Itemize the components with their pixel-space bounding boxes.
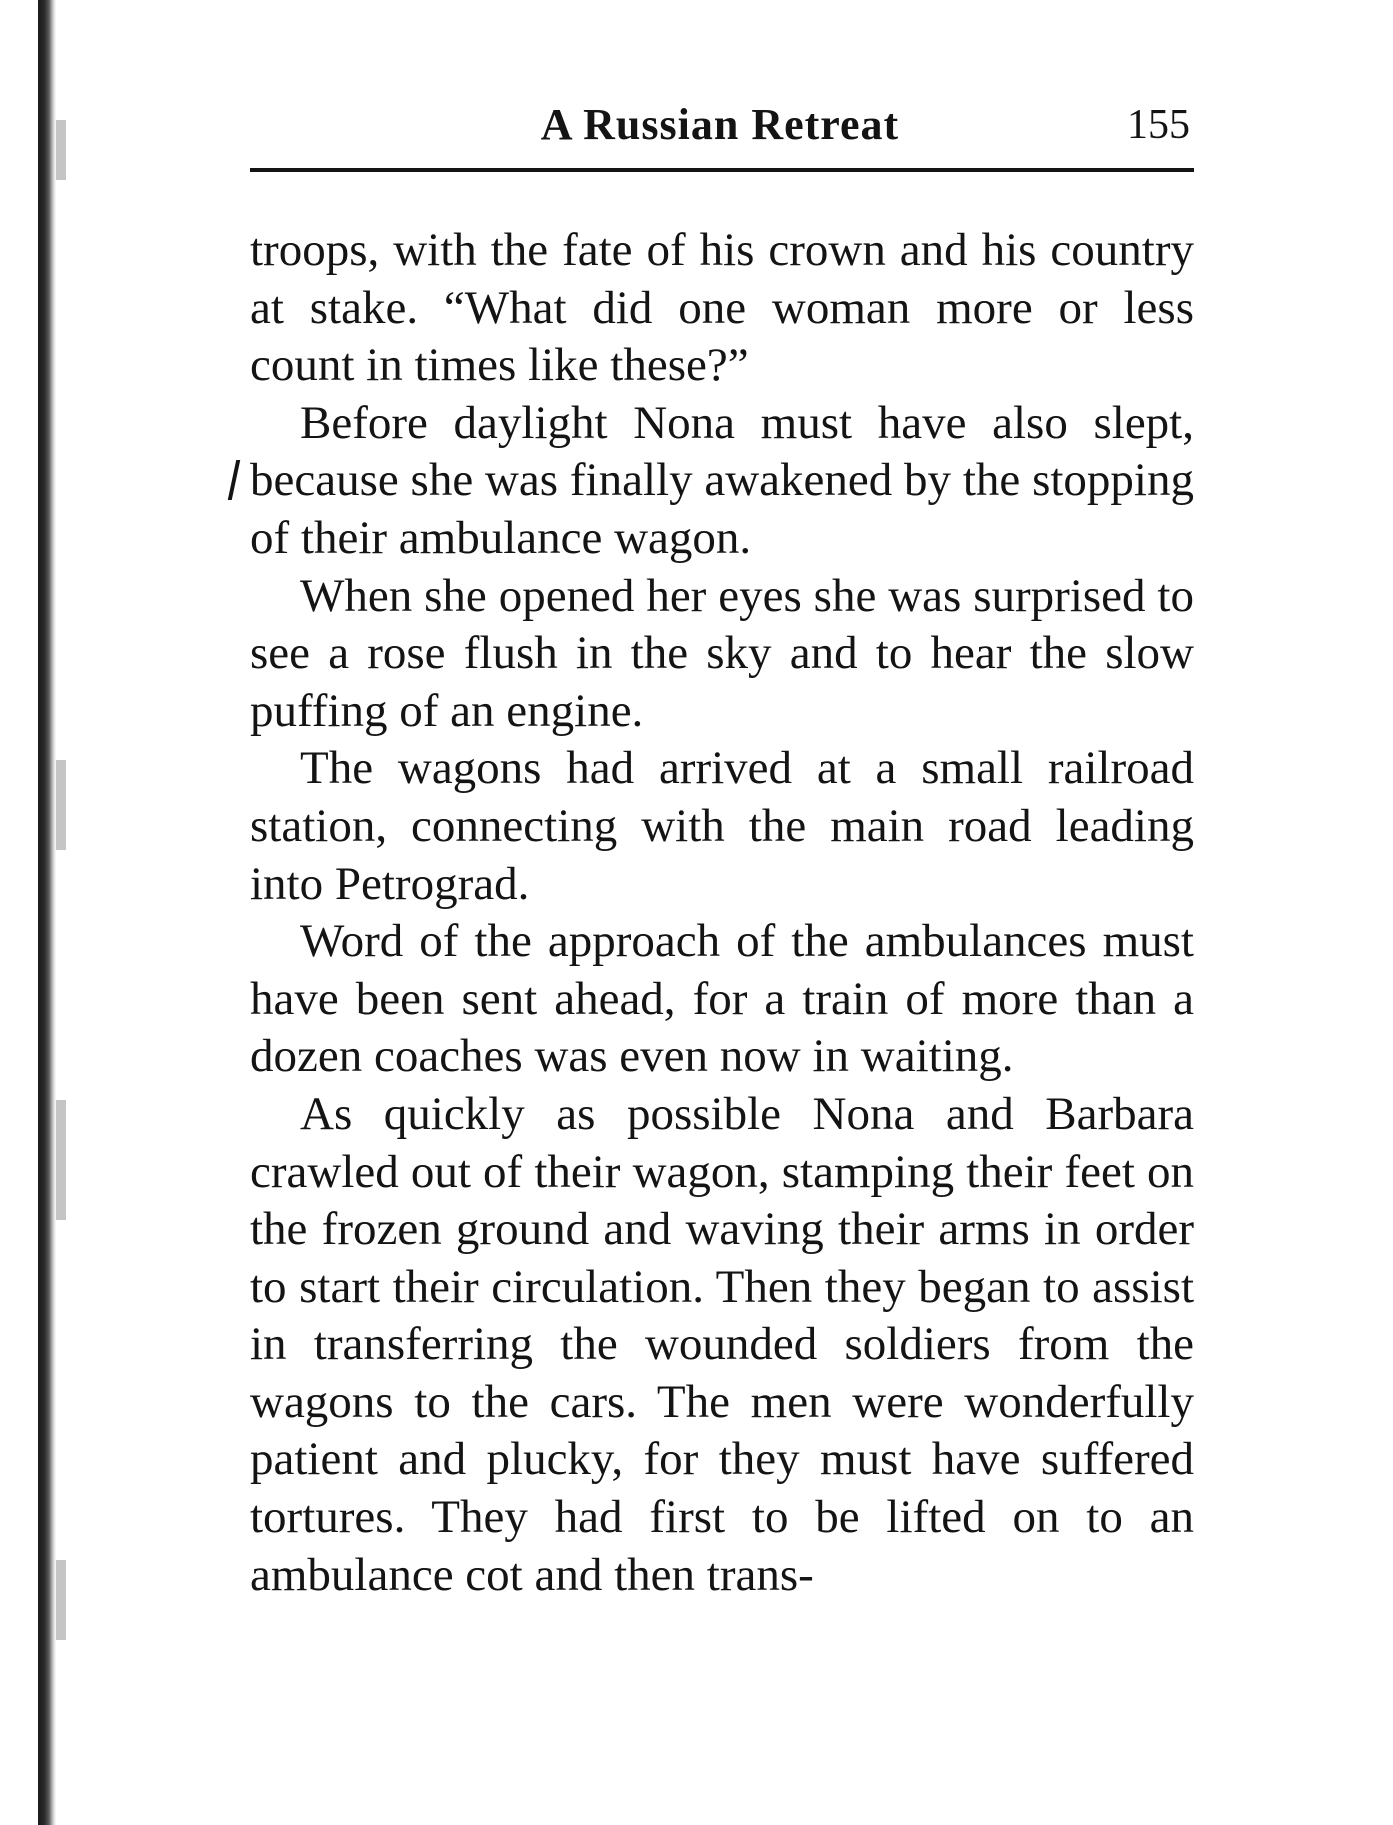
scan-speck xyxy=(56,760,66,850)
page-number: 155 xyxy=(1127,102,1190,148)
body-text xyxy=(250,222,1194,1604)
binding-edge xyxy=(38,0,56,1825)
scan-speck xyxy=(56,120,66,180)
margin-pencil-mark xyxy=(228,460,241,500)
page-header xyxy=(250,95,1190,161)
paragraph: The wagons had arrived at a small railroad station, connecting with the main road leading into Petrograd. xyxy=(250,742,1194,910)
paragraph: Word of the approach of the ambulances must have been sent ahead, for a train of more than a dozen coaches was even now in waiting. xyxy=(250,915,1194,1083)
running-title: A Russian Retreat xyxy=(540,100,900,149)
paragraph: When she opened her eyes she was surprised to see a rose flush in the sky and to hear the slow puffing of an engine. xyxy=(250,569,1194,737)
scan-speck xyxy=(56,1560,66,1640)
paragraph: Before daylight Nona must have also slept, because she was finally awakened by the stopping of their ambulance wagon. xyxy=(250,396,1194,564)
paragraph: As quickly as possible Nona and Barbara crawled out of their wagon, stamping their feet on the frozen ground and waving their arms in order to start their circulation. Then they began to assist in transferring the wounded soldiers from the wagons to the cars. The men were wonderfully patient and plucky, for they must have suffered tortures. They had first to be lifted on to an ambulance cot and then trans- xyxy=(250,1087,1194,1601)
scan-speck xyxy=(56,1100,66,1220)
header-rule xyxy=(250,168,1194,172)
paragraph: troops, with the fate of his crown and his country at stake. “What did one woman more or less count in times like these?” xyxy=(250,224,1194,392)
